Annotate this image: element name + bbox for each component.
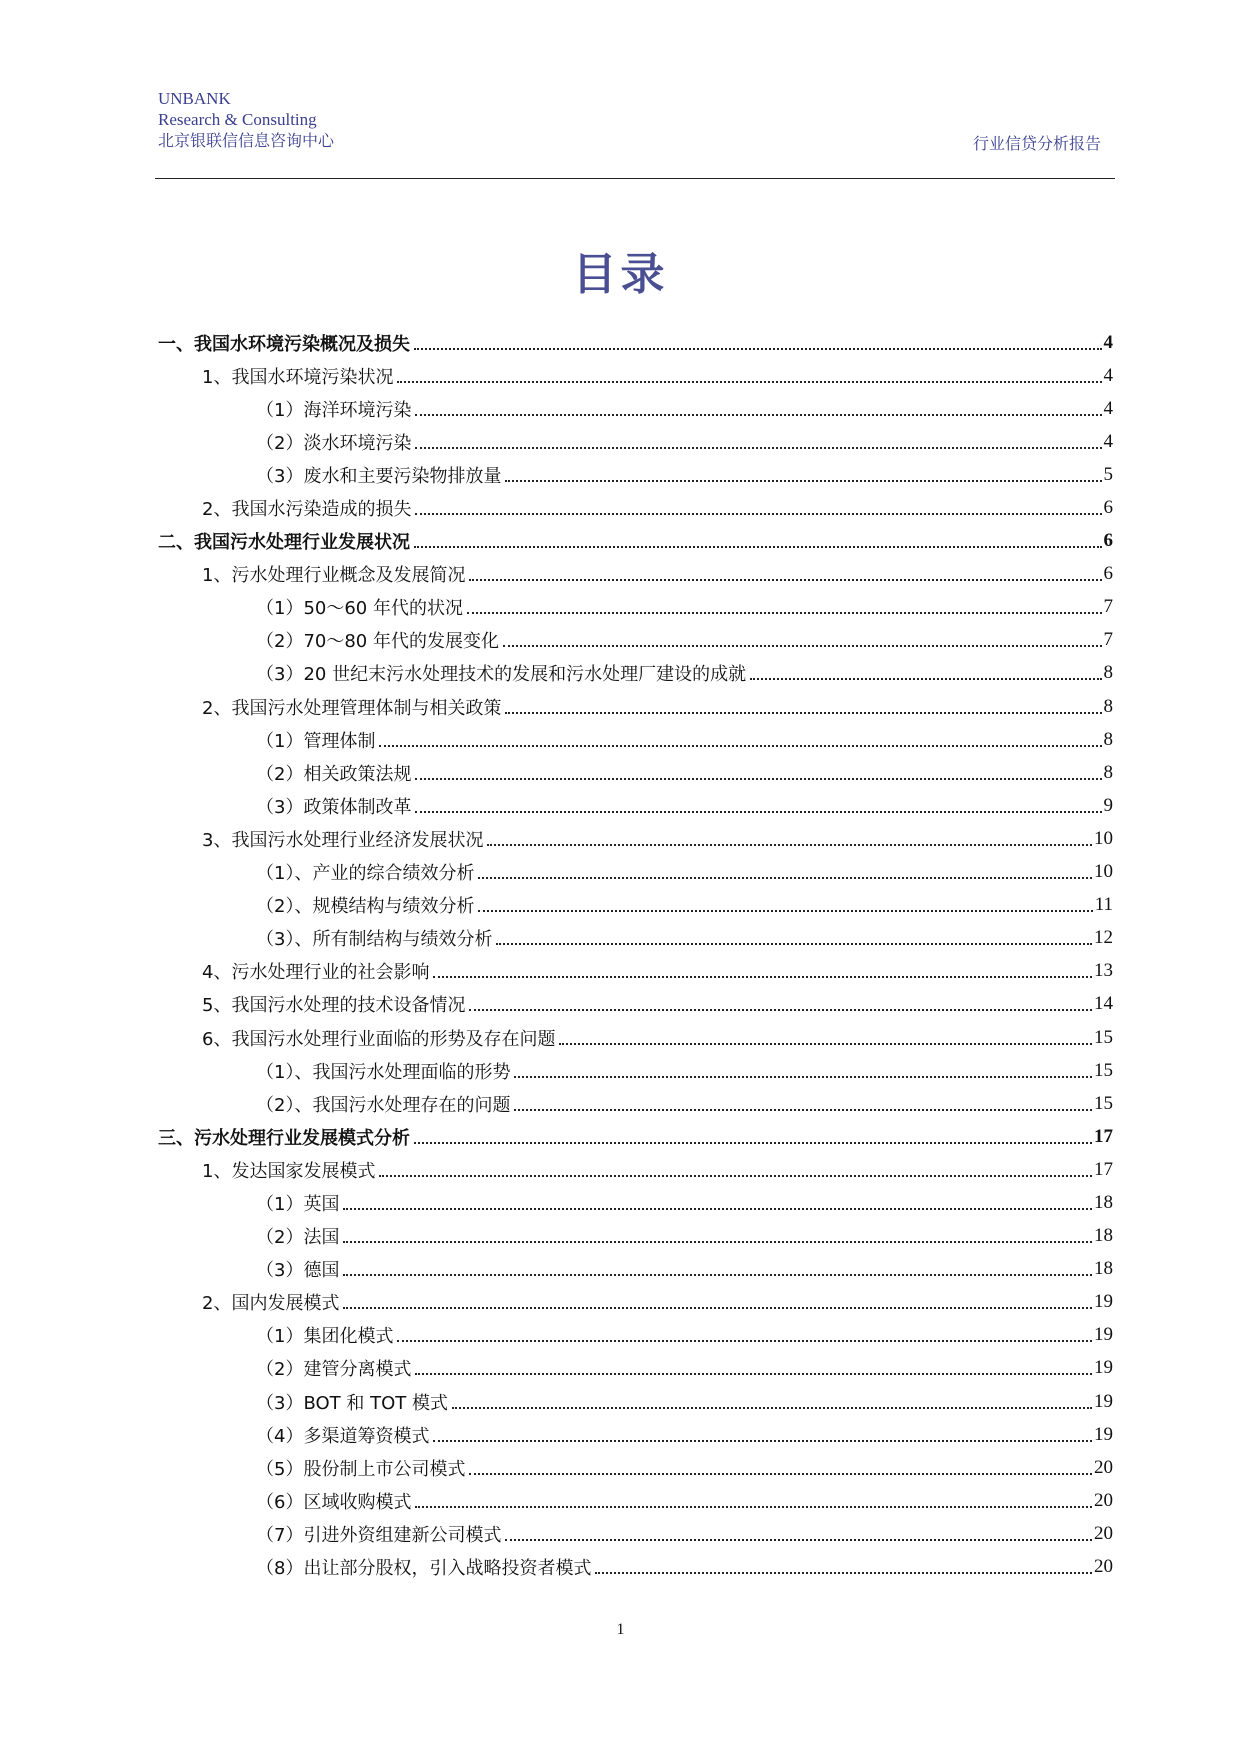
toc-dot-leader (505, 1539, 1092, 1541)
toc-entry-title: （3）政策体制改革 (256, 796, 412, 818)
toc-entry-title: （2）、我国污水处理存在的问题 (256, 1094, 511, 1116)
toc-entry-page-number: 19 (1094, 1423, 1113, 1445)
toc-entry-title: 4、污水处理行业的社会影响 (202, 962, 430, 984)
toc-entry-title: （2）70～80 年代的发展变化 (256, 631, 499, 653)
toc-entry-title: （1）、产业的综合绩效分析 (256, 863, 475, 885)
toc-entry[interactable] (158, 723, 1113, 756)
toc-entry-title: 1、污水处理行业概念及发展简况 (202, 565, 466, 587)
toc-entry-page-number: 8 (1103, 662, 1113, 684)
toc-entry[interactable] (158, 1484, 1113, 1517)
toc-entry-page-number: 17 (1094, 1125, 1113, 1147)
toc-entry[interactable] (158, 1385, 1113, 1418)
toc-entry-page-number: 20 (1094, 1489, 1113, 1511)
toc-title: 目录 (572, 249, 669, 300)
header-company-name: UNBANK (158, 89, 231, 108)
toc-entry[interactable] (158, 988, 1113, 1021)
toc-entry-title: 2、我国污水处理管理体制与相关政策 (202, 697, 502, 719)
toc-entry-page-number: 6 (1103, 563, 1113, 585)
toc-entry[interactable] (158, 1087, 1113, 1120)
toc-dot-leader (487, 844, 1092, 846)
toc-entry-page-number: 19 (1094, 1390, 1113, 1412)
toc-dot-leader (415, 447, 1101, 449)
page-number: 1 (616, 1621, 625, 1638)
toc-entry-page-number: 4 (1103, 364, 1113, 386)
toc-entry[interactable] (158, 756, 1113, 789)
toc-entry-title: （1）、我国污水处理面临的形势 (256, 1061, 511, 1083)
toc-entry-title: 3、我国污水处理行业经济发展状况 (202, 829, 484, 851)
toc-entry[interactable] (158, 1253, 1113, 1286)
toc-entry-page-number: 6 (1103, 530, 1113, 552)
toc-entry-page-number: 7 (1103, 596, 1113, 618)
toc-entry[interactable] (158, 1021, 1113, 1054)
toc-entry-page-number: 6 (1103, 497, 1113, 519)
toc-entry-title: （2）建管分离模式 (256, 1359, 412, 1381)
toc-entry-page-number: 14 (1094, 993, 1113, 1015)
toc-dot-leader (379, 1175, 1092, 1177)
toc-dot-leader (397, 1340, 1092, 1342)
toc-dot-leader (433, 976, 1092, 978)
toc-entry-title: （4）多渠道筹资模式 (256, 1425, 430, 1447)
toc-entry-page-number: 20 (1094, 1456, 1113, 1478)
table-of-contents (158, 326, 1113, 1584)
toc-dot-leader (496, 943, 1092, 945)
toc-entry[interactable] (158, 1418, 1113, 1451)
toc-dot-leader (397, 381, 1101, 383)
toc-dot-leader (505, 712, 1101, 714)
toc-dot-leader (414, 546, 1102, 548)
toc-entry-page-number: 4 (1103, 430, 1113, 452)
toc-entry-title: 2、我国水污染造成的损失 (202, 499, 412, 521)
toc-dot-leader (452, 1407, 1092, 1409)
toc-entry-page-number: 18 (1094, 1258, 1113, 1280)
toc-entry[interactable] (158, 1550, 1113, 1583)
toc-entry[interactable] (158, 591, 1113, 624)
toc-entry-title: （3）德国 (256, 1260, 340, 1282)
toc-entry[interactable] (158, 525, 1113, 558)
toc-dot-leader (379, 745, 1101, 747)
toc-entry[interactable] (158, 1120, 1113, 1153)
toc-entry-page-number: 10 (1094, 827, 1113, 849)
toc-entry[interactable] (158, 1286, 1113, 1319)
toc-entry[interactable] (158, 1054, 1113, 1087)
header-divider (155, 178, 1115, 179)
toc-entry-title: （1）管理体制 (256, 730, 376, 752)
toc-dot-leader (505, 480, 1101, 482)
toc-entry-page-number: 15 (1094, 1092, 1113, 1114)
header-company-chinese-name: 北京银联信信息咨询中心 (158, 131, 335, 150)
toc-dot-leader (343, 1241, 1092, 1243)
toc-entry[interactable] (158, 1451, 1113, 1484)
toc-entry-page-number: 4 (1103, 331, 1113, 353)
toc-dot-leader (343, 1208, 1092, 1210)
toc-dot-leader (514, 1109, 1092, 1111)
toc-entry[interactable] (158, 822, 1113, 855)
toc-dot-leader (469, 1009, 1092, 1011)
toc-entry[interactable] (158, 392, 1113, 425)
toc-entry[interactable] (158, 955, 1113, 988)
toc-dot-leader (469, 1473, 1092, 1475)
toc-entry-page-number: 18 (1094, 1191, 1113, 1213)
toc-entry-title: （3）废水和主要污染物排放量 (256, 465, 502, 487)
toc-entry-page-number: 5 (1103, 463, 1113, 485)
toc-entry-page-number: 19 (1094, 1357, 1113, 1379)
toc-entry-title: 三、污水处理行业发展模式分析 (158, 1127, 410, 1149)
toc-dot-leader (503, 645, 1102, 647)
toc-entry[interactable] (158, 359, 1113, 392)
toc-entry[interactable] (158, 1352, 1113, 1385)
toc-entry-page-number: 11 (1094, 894, 1113, 916)
toc-dot-leader (467, 612, 1102, 614)
toc-entry-title: （2）淡水环境污染 (256, 432, 412, 454)
toc-dot-leader (478, 877, 1092, 879)
toc-dot-leader (595, 1572, 1092, 1574)
toc-entry-title: （5）股份制上市公司模式 (256, 1458, 466, 1480)
toc-entry-title: 1、发达国家发展模式 (202, 1160, 376, 1182)
toc-entry-title: （7）引进外资组建新公司模式 (256, 1524, 502, 1546)
header-report-type: 行业信贷分析报告 (972, 134, 1101, 153)
toc-entry-title: （1）海洋环境污染 (256, 399, 412, 421)
toc-entry-title: （6）区域收购模式 (256, 1491, 412, 1513)
toc-entry[interactable] (158, 889, 1113, 922)
toc-dot-leader (343, 1307, 1092, 1309)
toc-entry[interactable] (158, 458, 1113, 491)
toc-entry-title: （3）BOT 和 TOT 模式 (256, 1392, 448, 1414)
toc-dot-leader (469, 579, 1101, 581)
toc-entry-title: （3）20 世纪末污水处理技术的发展和污水处理厂建设的成就 (256, 664, 747, 686)
toc-entry[interactable] (158, 326, 1113, 359)
toc-entry[interactable] (158, 1517, 1113, 1550)
toc-entry[interactable] (158, 1319, 1113, 1352)
toc-dot-leader (478, 910, 1092, 912)
toc-entry[interactable] (158, 1186, 1113, 1219)
toc-entry-page-number: 17 (1094, 1158, 1113, 1180)
toc-entry-page-number: 15 (1094, 1026, 1113, 1048)
toc-dot-leader (433, 1440, 1092, 1442)
toc-dot-leader (343, 1274, 1092, 1276)
toc-entry-page-number: 4 (1103, 397, 1113, 419)
toc-entry-page-number: 12 (1094, 927, 1113, 949)
toc-entry-page-number: 20 (1094, 1556, 1113, 1578)
toc-entry-page-number: 19 (1094, 1291, 1113, 1313)
toc-entry-page-number: 8 (1103, 695, 1113, 717)
toc-entry[interactable] (158, 1153, 1113, 1186)
toc-entry-title: 6、我国污水处理行业面临的形势及存在问题 (202, 1028, 556, 1050)
toc-entry-page-number: 8 (1103, 728, 1113, 750)
toc-entry-title: 二、我国污水处理行业发展状况 (158, 532, 410, 554)
header-branding (158, 88, 334, 151)
header-company-subtitle: Research & Consulting (158, 110, 317, 129)
toc-entry-page-number: 8 (1103, 761, 1113, 783)
toc-entry-title: （2）法国 (256, 1227, 340, 1249)
toc-dot-leader (415, 1506, 1092, 1508)
toc-entry-page-number: 10 (1094, 861, 1113, 883)
toc-entry-title: 2、国内发展模式 (202, 1293, 340, 1315)
toc-entry-title: （8）出让部分股权，引入战略投资者模式 (256, 1558, 592, 1580)
toc-dot-leader (415, 778, 1101, 780)
toc-dot-leader (415, 1373, 1092, 1375)
toc-dot-leader (414, 348, 1102, 350)
toc-entry-title: 5、我国污水处理的技术设备情况 (202, 995, 466, 1017)
toc-entry-page-number: 15 (1094, 1059, 1113, 1081)
toc-entry[interactable] (158, 1220, 1113, 1253)
toc-entry-title: 1、我国水环境污染状况 (202, 366, 394, 388)
toc-entry-page-number: 9 (1103, 794, 1113, 816)
toc-dot-leader (414, 1142, 1092, 1144)
toc-entry-title: 一、我国水环境污染概况及损失 (158, 333, 410, 355)
toc-entry[interactable] (158, 624, 1113, 657)
toc-entry-title: （2）、规模结构与绩效分析 (256, 896, 475, 918)
toc-entry[interactable] (158, 856, 1113, 889)
toc-entry-title: （2）相关政策法规 (256, 763, 412, 785)
toc-dot-leader (415, 811, 1101, 813)
toc-entry[interactable] (158, 558, 1113, 591)
toc-entry-title: （1）集团化模式 (256, 1326, 394, 1348)
toc-entry[interactable] (158, 657, 1113, 690)
toc-entry[interactable] (158, 690, 1113, 723)
toc-entry-title: （1）英国 (256, 1193, 340, 1215)
toc-entry-title: （3）、所有制结构与绩效分析 (256, 929, 493, 951)
toc-dot-leader (559, 1043, 1092, 1045)
toc-entry-page-number: 13 (1094, 960, 1113, 982)
toc-entry[interactable] (158, 425, 1113, 458)
toc-entry[interactable] (158, 789, 1113, 822)
toc-entry[interactable] (158, 491, 1113, 524)
toc-dot-leader (415, 414, 1101, 416)
toc-dot-leader (514, 1076, 1092, 1078)
toc-dot-leader (750, 678, 1101, 680)
toc-entry[interactable] (158, 922, 1113, 955)
toc-entry-page-number: 19 (1094, 1324, 1113, 1346)
toc-entry-page-number: 7 (1103, 629, 1113, 651)
toc-entry-page-number: 18 (1094, 1225, 1113, 1247)
toc-entry-title: （1）50～60 年代的状况 (256, 598, 463, 620)
toc-entry-page-number: 20 (1094, 1522, 1113, 1544)
toc-dot-leader (415, 513, 1101, 515)
